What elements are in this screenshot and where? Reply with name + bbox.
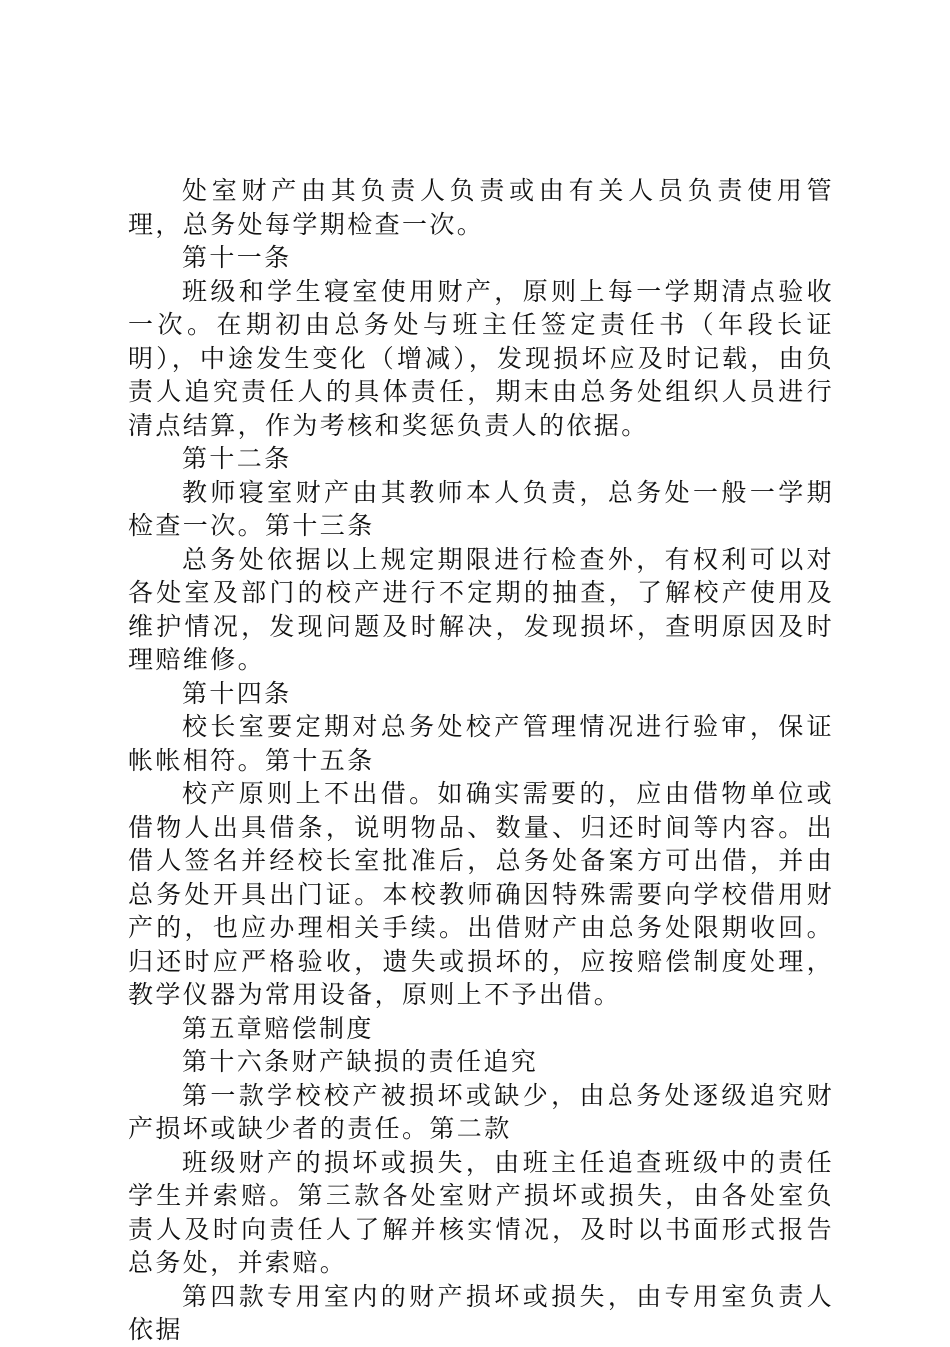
article-heading-11: 第十一条: [182, 243, 292, 272]
paragraph-principal-audit: 校长室要定期对总务处校产管理情况进行验审，保证帐帐相符。第十五条: [128, 712, 834, 775]
paragraph-class-dorm-property: 班级和学生寝室使用财产，原则上每一学期清点验收一次。在期初由总务处与班主任签定责任书（年段长证明），中途发生变化（增减），发现损坏应及时记载，由负责人追究责任人的具体责任，期末由总务处组织人员进行清点结算，作为考核和奖惩负责人的依据。: [128, 276, 834, 440]
paragraph-teacher-dorm-property: 教师寝室财产由其教师本人负责，总务处一般一学期检查一次。第十三条: [128, 477, 834, 540]
paragraph-general-affairs-inspection: 总务处依据以上规定期限进行检查外，有权利可以对各处室及部门的校产进行不定期的抽查，了解校产使用及维护情况，发现问题及时解决，发现损坏，查明原因及时理赔维修。: [128, 544, 834, 674]
paragraph-clause-1: 第一款学校校产被损坏或缺少，由总务处逐级追究财产损坏或缺少者的责任。第二款: [128, 1080, 834, 1143]
paragraph-office-property: 处室财产由其负责人负责或由有关人员负责使用管理，总务处每学期检查一次。: [128, 176, 834, 239]
paragraph-clause-2-3: 班级财产的损坏或损失，由班主任追查班级中的责任学生并索赔。第三款各处室财产损坏或损失，由各处室负责人及时向责任人了解并核实情况，及时以书面形式报告总务处，并索赔。: [128, 1147, 834, 1277]
paragraph-lending-rules: 校产原则上不出借。如确实需要的，应由借物单位或借物人出具借条，说明物品、数量、归还时间等内容。出借人签名并经校长室批准后，总务处备案方可出借，并由总务处开具出门证。本校教师确因特殊需要向学校借用财产的，也应办理相关手续。出借财产由总务处限期收回。归还时应严格验收，遗失或损坏的，应按赔偿制度处理，教学仪器为常用设备，原则上不予出借。: [128, 779, 834, 1009]
article-heading-14: 第十四条: [182, 678, 292, 708]
article-heading-12: 第十二条: [182, 444, 292, 473]
article-heading-16: 第十六条财产缺损的责任追究: [182, 1047, 539, 1076]
chapter-heading-5: 第五章赔偿制度: [182, 1013, 374, 1043]
paragraph-clause-4: 第四款专用室内的财产损坏或损失，由专用室负责人依据: [128, 1281, 834, 1344]
document-body: [128, 174, 834, 1347]
